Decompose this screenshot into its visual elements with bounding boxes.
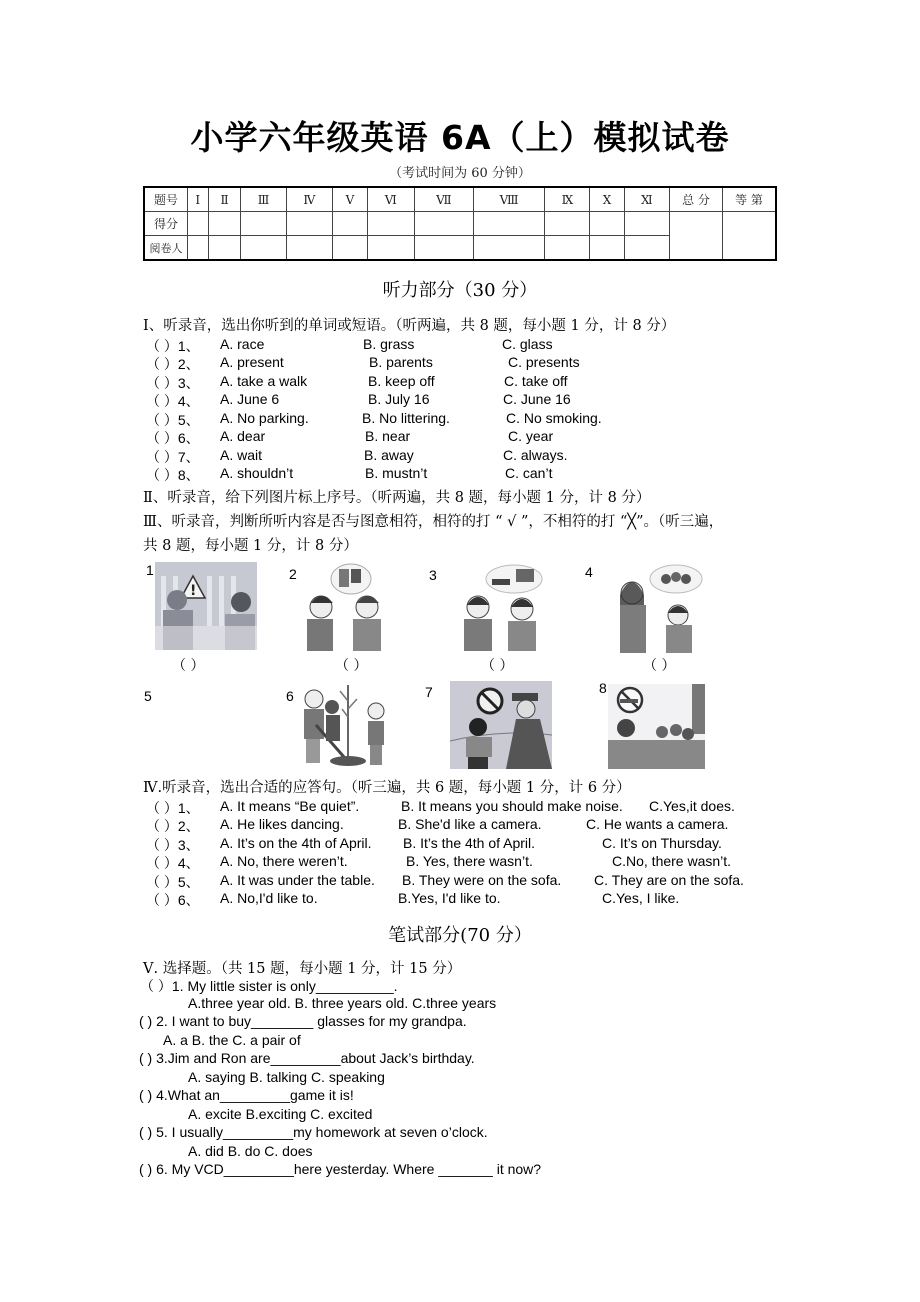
score-cell[interactable] (208, 212, 241, 236)
item-number: （ ）3、 (146, 375, 200, 391)
option-b: B. mustn’t (365, 465, 428, 481)
option-c: C. He wants a camera. (586, 816, 729, 832)
option-c: C. June 16 (503, 391, 571, 407)
picture-number-4: 4 (585, 564, 593, 580)
item-number: （ ）8、 (146, 467, 200, 483)
cell-section-2: Ⅱ (208, 187, 241, 212)
option-b: B. away (364, 447, 414, 463)
picture-number-8: 8 (599, 680, 607, 696)
item-number: （ ）2、 (146, 356, 200, 372)
option-a: A. It’s on the 4th of April. (220, 835, 372, 851)
grader-cell[interactable] (473, 236, 544, 261)
listening-section-title: 听力部分（30 分） (382, 280, 538, 301)
picture-number-6: 6 (286, 688, 294, 704)
cell-section-8: Ⅷ (473, 187, 544, 212)
option-b: B.Yes, I'd like to. (398, 890, 501, 906)
option-b: B. She'd like a camera. (398, 816, 542, 832)
answer-blank-1[interactable]: （ ） (172, 658, 205, 674)
item-number: （ ）1、 (146, 338, 200, 354)
option-a: A. wait (220, 447, 263, 463)
option-b: B. No littering. (362, 410, 450, 426)
exam-duration: （考试时间为 60 分钟） (389, 166, 531, 181)
item-number: （ ）5、 (146, 412, 200, 428)
grader-cell[interactable] (414, 236, 473, 261)
option-c: C. take off (504, 373, 568, 389)
part5-item-1-stem: （ ）1. My little sister is only__________. (140, 978, 398, 994)
option-a: A. June 6 (220, 391, 280, 407)
cell-section-3: Ⅲ (241, 187, 286, 212)
option-a: A. take a walk (220, 373, 308, 389)
two-boys-talking-icon (305, 563, 390, 651)
part5-heading: Ⅴ. 选择题。（共 15 题，每小题 1 分，计 15 分） (143, 961, 462, 977)
item-number: （ ）4、 (146, 855, 200, 871)
part5-item-3-options: A. saying B. talking C. speaking (188, 1069, 385, 1085)
writing-section-title: 笔试部分(70 分） (388, 925, 532, 946)
item-number: （ ）6、 (146, 892, 200, 908)
item-number: （ ）3、 (146, 837, 200, 853)
option-b: B. parents (369, 354, 433, 370)
grader-cell[interactable] (367, 236, 414, 261)
option-b: B. keep off (368, 373, 435, 389)
answer-blank-4[interactable]: （ ） (643, 658, 676, 674)
part5-item-2-options: A. a B. the C. a pair of (163, 1032, 301, 1048)
option-b: B. Yes, there wasn’t. (406, 853, 533, 869)
item-number: （ ）6、 (146, 430, 200, 446)
score-cell[interactable] (414, 212, 473, 236)
grader-cell[interactable] (333, 236, 368, 261)
option-c: C. presents (508, 354, 580, 370)
score-cell[interactable] (333, 212, 368, 236)
option-a: A. shouldn’t (220, 465, 294, 481)
item-number: （ ）7、 (146, 449, 200, 465)
exam-title: 小学六年级英语 6A（上）模拟试卷 (190, 118, 730, 157)
option-b: B. July 16 (368, 391, 430, 407)
option-c: C. always. (503, 447, 568, 463)
picture-8-no-smoking-cinema (608, 684, 705, 769)
cell-grade-label: 等 第 (723, 187, 777, 212)
no-smoking-sign-icon (608, 684, 705, 769)
grader-cell[interactable] (188, 236, 209, 261)
option-a: A. It means “Be quiet”. (220, 798, 360, 814)
cell-section-5: Ⅴ (333, 187, 368, 212)
item-number: （ ）5、 (146, 874, 200, 890)
picture-number-3: 3 (429, 567, 437, 583)
woman-girl-thinking-icon (612, 563, 707, 653)
option-a: A. He likes dancing. (220, 816, 344, 832)
cell-grader-label: 阅卷人 (144, 236, 188, 261)
score-cell[interactable] (188, 212, 209, 236)
option-c: C. year (508, 428, 554, 444)
part4-heading: Ⅳ.听录音，选出合适的应答句。（听三遍，共 6 题，每小题 1 分，计 6 分） (143, 780, 631, 796)
option-c: C. It’s on Thursday. (602, 835, 722, 851)
grader-cell[interactable] (545, 236, 590, 261)
option-b: B. It’s the 4th of April. (403, 835, 536, 851)
option-c: C.Yes, I like. (602, 890, 680, 906)
cell-section-4: Ⅳ (286, 187, 333, 212)
option-a: A. present (220, 354, 284, 370)
grader-cell[interactable] (241, 236, 286, 261)
option-b: B. It means you should make noise. (401, 798, 623, 814)
option-a: A. No,I'd like to. (220, 890, 318, 906)
picture-4-woman-and-girl (612, 563, 707, 653)
grader-cell[interactable] (286, 236, 333, 261)
option-a: A. dear (220, 428, 266, 444)
cell-section-9: Ⅸ (545, 187, 590, 212)
option-c: C. No smoking. (506, 410, 602, 426)
total-score-cell[interactable] (670, 212, 723, 261)
score-cell[interactable] (590, 212, 624, 236)
part5-item-5-stem: ( ) 5. I usually_________my homework at seven o’clock. (139, 1124, 488, 1140)
part2-heading: Ⅱ、听录音，给下列图片标上序号。（听两遍，共 8 题，每小题 1 分，计 8 分） (143, 490, 651, 506)
option-a: A. No parking. (220, 410, 309, 426)
part5-item-4-options: A. excite B.exciting C. excited (188, 1106, 373, 1122)
item-number: （ ）2、 (146, 818, 200, 834)
cell-section-10: Ⅹ (590, 187, 624, 212)
option-c: C.Yes,it does. (649, 798, 735, 814)
cell-question-number-label: 题号 (144, 187, 188, 212)
policeman-boy-no-sign-icon (450, 681, 552, 769)
picture-number-7: 7 (425, 684, 433, 700)
grade-cell[interactable] (723, 212, 777, 261)
grader-cell[interactable] (624, 236, 669, 261)
cell-section-11: Ⅺ (624, 187, 669, 212)
cell-section-1: Ⅰ (188, 187, 209, 212)
score-cell[interactable] (545, 212, 590, 236)
option-b: B. They were on the sofa. (402, 872, 562, 888)
picture-2-boys-talking (305, 563, 390, 651)
score-cell[interactable] (241, 212, 286, 236)
part5-item-2-stem: ( ) 2. I want to buy________ glasses for my grandpa. (139, 1013, 467, 1029)
option-c: C. can’t (505, 465, 553, 481)
picture-3-girls-thinking-tv (460, 563, 545, 651)
option-c: C. They are on the sofa. (594, 872, 744, 888)
option-c: C. glass (502, 336, 553, 352)
option-b: B. grass (363, 336, 415, 352)
warning-sign-scene-icon (155, 562, 257, 650)
score-cell[interactable] (624, 212, 669, 236)
cell-section-7: Ⅶ (414, 187, 473, 212)
score-cell[interactable] (367, 212, 414, 236)
part5-item-5-options: A. did B. do C. does (188, 1143, 313, 1159)
answer-blank-3[interactable]: （ ） (481, 658, 514, 674)
part5-item-3-stem: ( ) 3.Jim and Ron are_________about Jack’s birthday. (139, 1050, 475, 1066)
score-table (143, 186, 777, 261)
answer-blank-2[interactable]: （ ） (335, 658, 368, 674)
picture-6-planting-tree (298, 681, 388, 769)
score-cell[interactable] (473, 212, 544, 236)
part5-item-1-options: A.three year old. B. three years old. C.three years (188, 995, 497, 1011)
cell-total-label: 总 分 (670, 187, 723, 212)
option-a: A. It was under the table. (220, 872, 375, 888)
part5-item-4-stem: ( ) 4.What an_________game it is! (139, 1087, 354, 1103)
option-c: C.No, there wasn’t. (612, 853, 732, 869)
svg-text:!: ! (190, 583, 197, 599)
part3-heading-line1: Ⅲ、听录音，判断所听内容是否与图意相符，相符的打 “ √ ”，不相符的打 “╳”。（听三遍， (143, 514, 724, 530)
picture-7-policeman-no-sign (450, 681, 552, 769)
option-b: B. near (365, 428, 411, 444)
score-row (144, 212, 776, 236)
picture-1-warning-sign (155, 562, 257, 650)
part5-item-6-stem: ( ) 6. My VCD_________here yesterday. Where _______ it now? (139, 1161, 542, 1177)
option-a: A. race (220, 336, 265, 352)
cell-section-6: Ⅵ (367, 187, 414, 212)
children-planting-tree-icon (298, 681, 388, 769)
cell-score-label: 得分 (144, 212, 188, 236)
two-girls-tv-icon (460, 563, 545, 651)
part1-heading: Ⅰ、听录音，选出你听到的单词或短语。（听两遍，共 8 题，每小题 1 分，计 8 分） (143, 318, 676, 334)
picture-number-1: 1 (146, 562, 154, 578)
picture-number-2: 2 (289, 566, 297, 582)
score-cell[interactable] (286, 212, 333, 236)
option-a: A. No, there weren’t. (220, 853, 348, 869)
picture-number-5: 5 (144, 688, 152, 704)
item-number: （ ）4、 (146, 393, 200, 409)
grader-cell[interactable] (208, 236, 241, 261)
item-number: （ ）1、 (146, 800, 200, 816)
score-table-header-row (144, 187, 776, 212)
grader-cell[interactable] (590, 236, 624, 261)
part3-heading-line2: 共 8 题，每小题 1 分，计 8 分） (143, 538, 358, 554)
